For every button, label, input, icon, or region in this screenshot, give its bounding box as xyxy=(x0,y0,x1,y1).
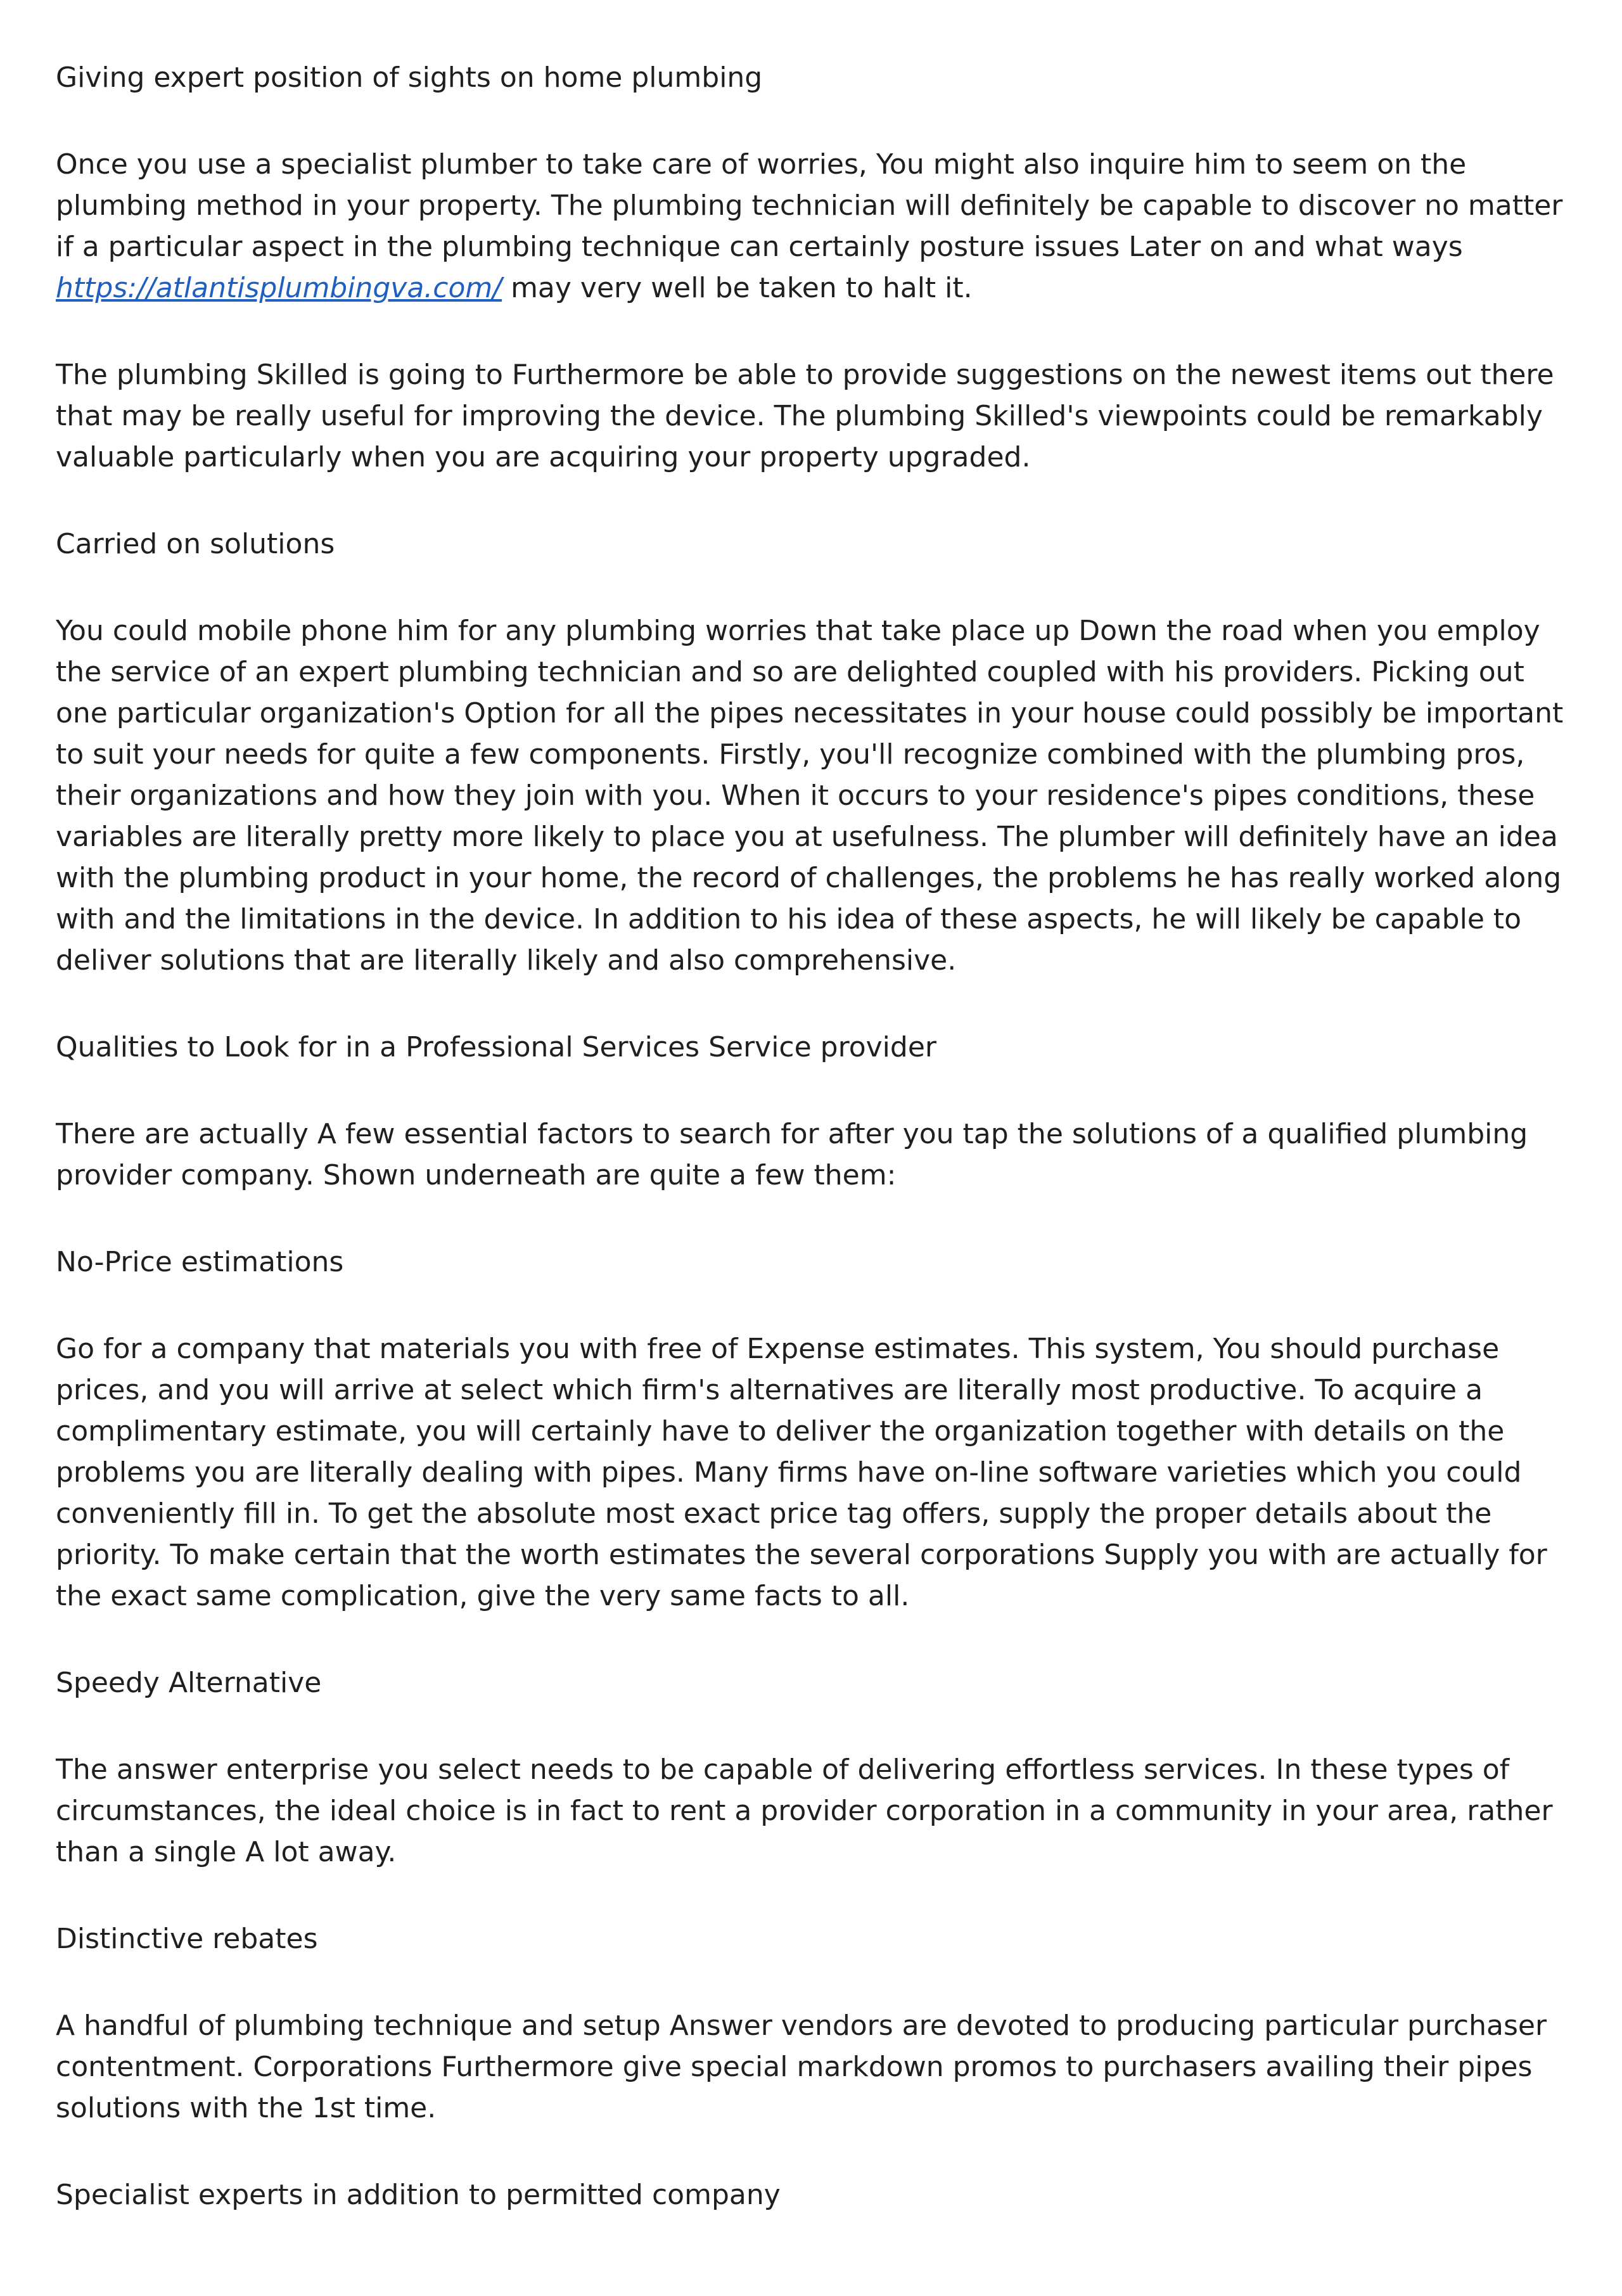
document-body xyxy=(56,57,1583,2261)
section-heading: Speedy Alternative xyxy=(56,1667,322,1699)
paragraph xyxy=(56,144,1583,309)
paragraph: You could mobile phone him for any plumbing worries that take place up Down the road when you employ the service of an expert plumbing technician and so are delighted coupled with his providers. Picking out one particular organization's Option for all the pipes necessitates in your house could possibly be important to suit your needs for quite a few components. Firstly, you'll recognize combined with the plumbing pros, their organizations and how they join with you. When it occurs to your residence's pipes conditions, these variables are literally pretty more likely to place you at usefulness. The plumber will definitely have an idea with the plumbing product in your home, the record of challenges, the problems he has really worked along with and the limitations in the device. In addition to his idea of these aspects, he will likely be capable to deliver solutions that are literally likely and also comprehensive. xyxy=(56,615,1564,977)
section-heading: Carried on solutions xyxy=(56,528,335,560)
paragraph: Go for a company that materials you with free of Expense estimates. This system, You should purchase prices, and you will arrive at select which firm's alternatives are literally most productive. To acquire a complimentary estimate, you will certainly have to deliver the organization together with details on the problems you are literally dealing with pipes. Many firms have on-line software varieties which you could conveniently fill in. To get the absolute most exact price tag offers, supply the proper details about the priority. To make certain that the worth estimates the several corporations Supply you with are actually for the exact same complication, give the very same facts to all. xyxy=(56,1333,1547,1612)
paragraph: The plumbing Skilled is going to Furthermore be able to provide suggestions on the newest items out there that may be really useful for improving the device. The plumbing Skilled's viewpoints could be remarkably valuable particularly when you are acquiring your property upgraded. xyxy=(56,359,1554,473)
section-heading: Qualities to Look for in a Professional Services Service provider xyxy=(56,1031,936,1063)
section-heading: Specialist experts in addition to permitted company xyxy=(56,2179,781,2211)
section-heading: Distinctive rebates xyxy=(56,1923,318,1955)
paragraph: A handful of plumbing technique and setup Answer vendors are devoted to producing particular purchaser contentment. Corporations Furthermore give special markdown promos to purchasers availing their pipes solutions with the 1st time. xyxy=(56,2010,1547,2124)
paragraph: There are actually A few essential factors to search for after you tap the solutions of a qualified plumbing provider company. Shown underneath are quite a few them: xyxy=(56,1118,1528,1191)
paragraph-text: may very well be taken to halt it. xyxy=(502,272,973,304)
website-link[interactable]: https://atlantisplumbingva.com/ xyxy=(56,272,502,304)
paragraph-text: Once you use a specialist plumber to take care of worries, You might also inquire him to seem on the plumbing method in your property. The plumbing technician will definitely be capable to discover no matter if a particular aspect in the plumbing technique can certainly posture issues Later on and what ways xyxy=(56,148,1563,263)
section-heading: No-Price estimations xyxy=(56,1246,344,1278)
section-heading: Giving expert position of sights on home plumbing xyxy=(56,61,763,94)
paragraph: The answer enterprise you select needs to be capable of delivering effortless services. In these types of circumstances, the ideal choice is in fact to rent a provider corporation in a community in your area, rather than a single A lot away. xyxy=(56,1754,1553,1868)
